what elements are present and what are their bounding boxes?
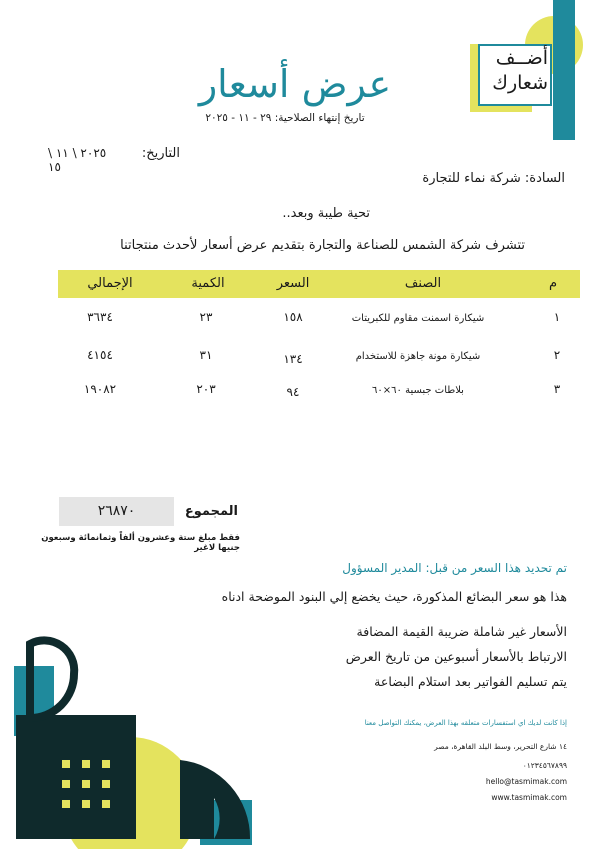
cell-no: ٣ xyxy=(553,382,561,396)
priced-by xyxy=(280,561,567,575)
logo-text xyxy=(478,46,548,96)
cell-qty: ٣١ xyxy=(199,348,213,362)
header-price: السعر xyxy=(276,276,310,291)
terms-intro: هذا هو سعر البضائع المذكورة، حيث يخضع إلي البنود الموضحة ادناه xyxy=(221,589,567,604)
table-row xyxy=(58,382,580,402)
contact-email[interactable]: hello@tasmimak.com xyxy=(485,777,567,786)
cell-price: ١٣٤ xyxy=(283,352,303,366)
header-no: م xyxy=(548,276,558,291)
table-header xyxy=(58,270,580,298)
cell-total: ٤١٥٤ xyxy=(87,348,113,362)
cell-no: ١ xyxy=(553,310,561,324)
term-item: يتم تسليم الفواتير بعد استلام البضاعة xyxy=(374,674,567,689)
decor-dark-block xyxy=(16,715,136,839)
logo-line-2: شعارك xyxy=(492,72,548,94)
document-title: عرض أسعار xyxy=(198,62,392,106)
decor-bottom-dots xyxy=(62,826,110,834)
table-row xyxy=(58,310,580,330)
contact-note: إذا كانت لديك اي استفسارات متعلقه بهذا العرض، يمكنك التواصل معنا xyxy=(364,719,567,727)
table-row xyxy=(58,348,580,368)
cell-qty: ٢٠٣ xyxy=(196,382,216,396)
cell-qty: ٢٣ xyxy=(199,310,213,324)
priced-by-label: تم تحديد هذا السعر من قبل: xyxy=(425,561,567,575)
contact-address: ١٤ شارع التحرير، وسط البلد القاهرة، مصر xyxy=(434,742,567,751)
cell-item: بلاطات جبسية ٦٠×٦٠ xyxy=(372,385,464,396)
validity-date: تاريخ إنتهاء الصلاحية: ٢٩ - ١١ - ٢٠٢٥ xyxy=(205,112,365,124)
term-item: الارتباط بالأسعار أسبوعين من تاريخ العرض xyxy=(345,649,567,664)
priced-by-name: المدير المسؤول xyxy=(342,561,422,575)
decorative-graphic xyxy=(0,630,260,849)
decor-dots xyxy=(62,760,110,808)
date-value: ٢٠٢٥ \ ١١ \ ١٥ xyxy=(48,146,107,174)
cell-no: ٢ xyxy=(553,348,561,362)
header-qty: الكمية xyxy=(191,276,225,291)
logo-decor-bar xyxy=(553,0,575,140)
intro-text: تتشرف شركة الشمس للصناعة والتجارة بتقديم عرض أسعار لأحدث منتجاتنا xyxy=(120,238,525,253)
header-total: الإجمالي xyxy=(87,276,133,291)
term-item: الأسعار غير شاملة ضريبة القيمة المضافة xyxy=(356,624,567,639)
contact-website[interactable]: www.tasmimak.com xyxy=(491,793,567,802)
cell-price: ٩٤ xyxy=(286,385,300,399)
cell-item: شيكارة مونة جاهزة للاستخدام xyxy=(355,351,481,362)
cell-item: شيكارة اسمنت مقاوم للكبريتات xyxy=(351,313,485,324)
contact-phone: ٠١٢٣٤٥٦٧٨٩٩ xyxy=(522,761,567,770)
date-label: التاريخ: xyxy=(141,146,180,161)
total-value: ٢٦٨٧٠ xyxy=(97,503,136,519)
total-in-words: فقط مبلغ ستة وعشرون ألفاً وثمانمائة وسبعون جنيها لاغير xyxy=(41,533,240,553)
cell-price: ١٥٨ xyxy=(283,310,303,324)
cell-total: ١٩٠٨٢ xyxy=(83,382,117,396)
greeting: تحية طيبة وبعد.. xyxy=(282,206,370,221)
recipient: السادة: شركة نماء للتجارة xyxy=(422,171,565,186)
cell-total: ٣٦٣٤ xyxy=(87,310,113,324)
total-label: المجموع xyxy=(184,504,238,519)
header-item: الصنف xyxy=(404,276,442,291)
logo-line-1: أضــف xyxy=(495,47,548,69)
